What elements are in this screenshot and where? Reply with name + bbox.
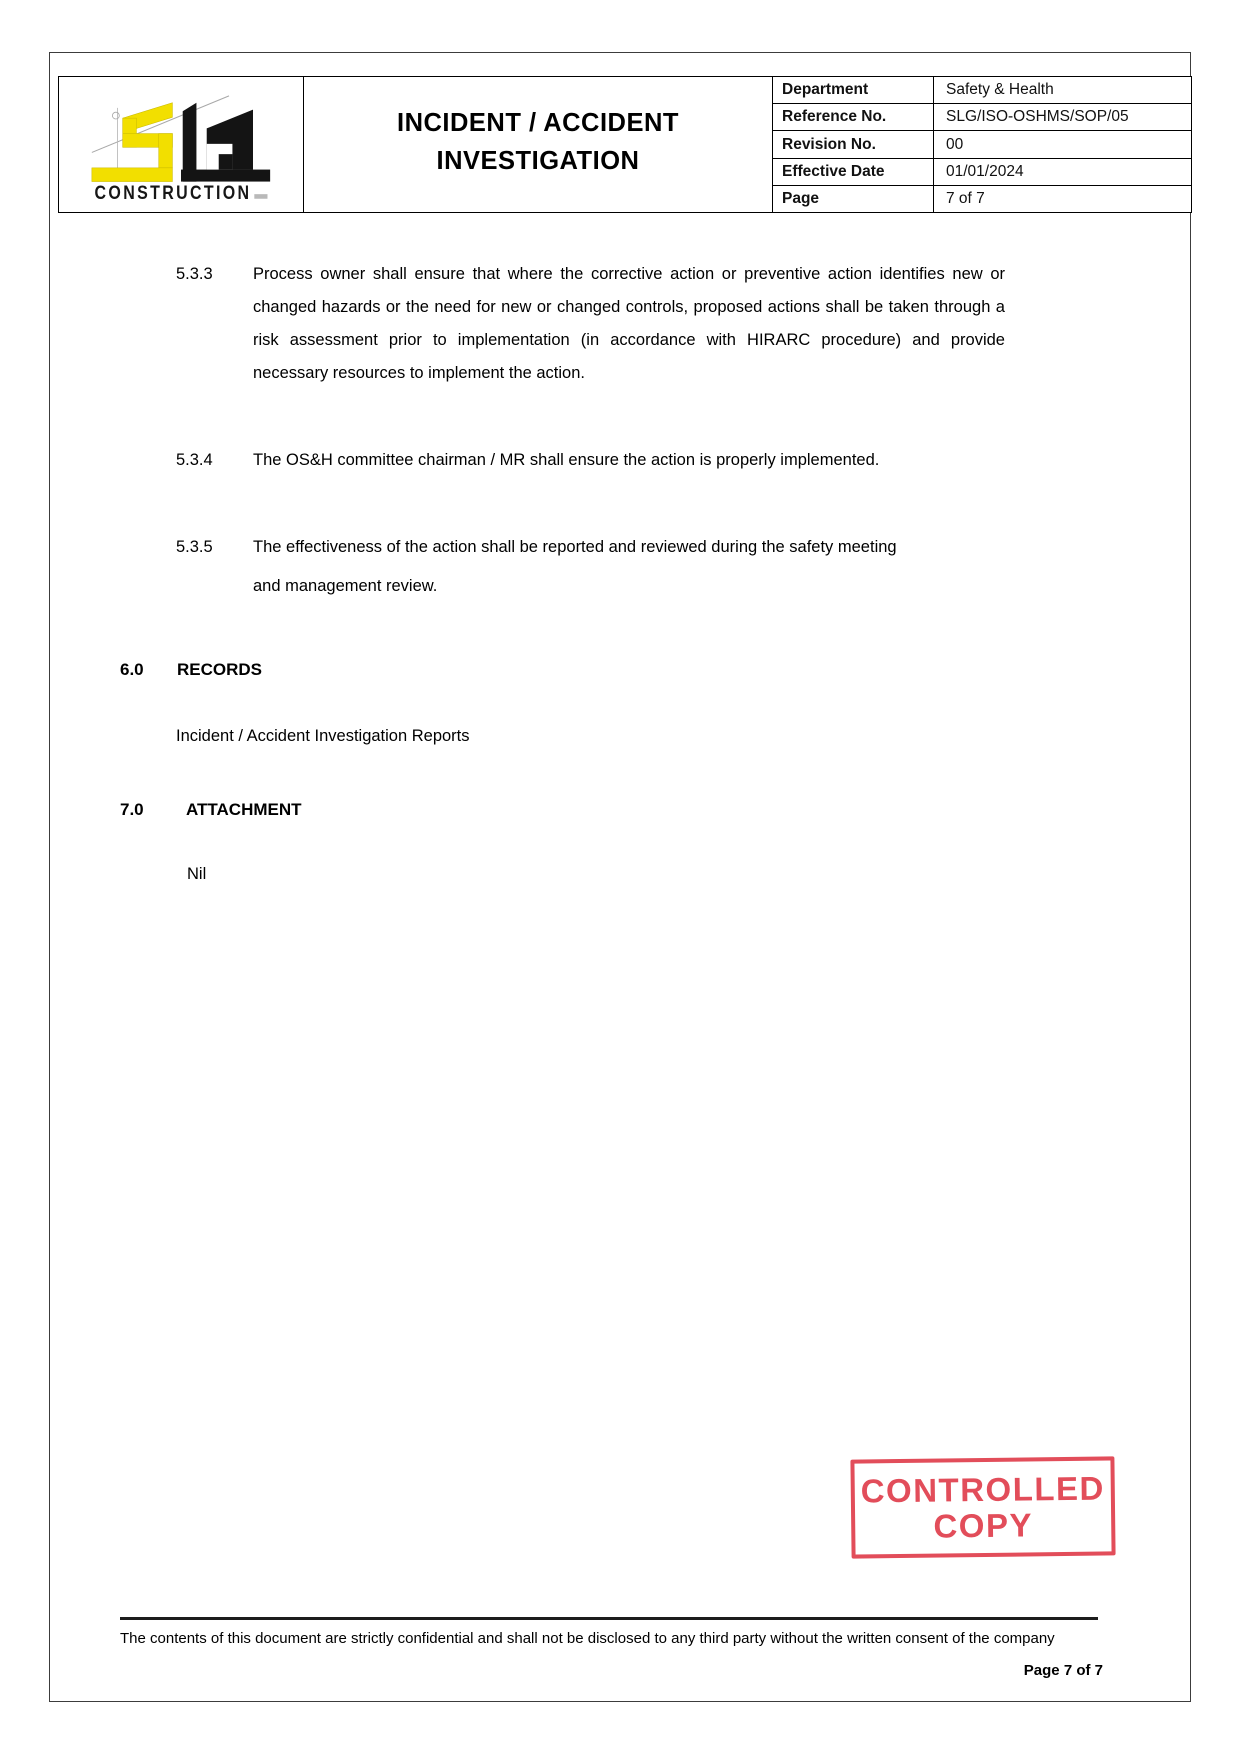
document-title <box>304 77 773 212</box>
section-5-3-4 <box>176 444 1005 477</box>
info-value: SLG/ISO-OSHMS/SOP/05 <box>946 108 1129 126</box>
section-5-3-5 <box>176 531 1005 603</box>
table-row <box>773 77 1191 104</box>
section-text: Process owner shall ensure that where the corrective action or preventive action identifies new or changed hazards or the need for new or changed controls, proposed actions shall be taken through a risk assessment prior to implementation (in accordance with HIRARC procedure) and provide necessary resources to implement the action. <box>253 265 1005 382</box>
section-number: 5.3.3 <box>176 265 213 283</box>
logo-construction-text: CONSTRUCTION <box>95 181 268 204</box>
section-number: 5.3.4 <box>176 451 213 469</box>
document-header <box>58 76 1192 213</box>
stamp-text-line-1: CONTROLLED <box>860 1469 1106 1509</box>
info-value: 01/01/2024 <box>946 162 1024 180</box>
title-line-2: INVESTIGATION <box>436 146 640 175</box>
table-row <box>773 159 1191 186</box>
section-5-3-3 <box>176 258 1005 390</box>
info-label: Department <box>773 77 934 103</box>
info-value: 00 <box>946 135 964 153</box>
info-value: 7 of 7 <box>946 189 985 207</box>
info-label: Reference No. <box>773 104 934 130</box>
info-label: Effective Date <box>773 159 934 185</box>
heading-label: ATTACHMENT <box>186 800 302 819</box>
attachment-item: Nil <box>187 865 207 883</box>
table-row <box>773 131 1191 158</box>
section-number: 5.3.5 <box>176 538 213 556</box>
company-logo <box>59 77 304 212</box>
controlled-copy-stamp <box>850 1456 1115 1558</box>
section-text: The OS&H committee chairman / MR shall ensure the action is properly implemented. <box>253 451 880 469</box>
footer-divider <box>120 1617 1098 1620</box>
slg-logo-icon <box>75 89 287 185</box>
heading-label: RECORDS <box>177 660 263 679</box>
attachment-heading <box>120 800 302 820</box>
heading-number: 6.0 <box>120 660 144 679</box>
records-heading <box>120 660 262 680</box>
info-label: Revision No. <box>773 131 934 157</box>
info-label: Page <box>773 186 934 212</box>
title-line-1: INCIDENT / ACCIDENT <box>397 108 679 137</box>
section-text: The effectiveness of the action shall be reported and reviewed during the safety meeting <box>253 538 897 556</box>
footer-page-number: Page 7 of 7 <box>1023 1662 1103 1679</box>
info-value: Safety & Health <box>946 81 1054 99</box>
stamp-text-line-2: COPY <box>933 1505 1034 1545</box>
table-row <box>773 104 1191 131</box>
records-item: Incident / Accident Investigation Reports <box>176 727 470 745</box>
heading-number: 7.0 <box>120 800 144 819</box>
document-info-table <box>773 77 1191 212</box>
section-text-continued: and management review. <box>253 577 438 595</box>
confidentiality-note: The contents of this document are strictly confidential and shall not be disclosed to any third party without the written consent of the company <box>120 1630 1055 1647</box>
logo-fineprint-mark <box>254 194 267 199</box>
table-row <box>773 186 1191 212</box>
